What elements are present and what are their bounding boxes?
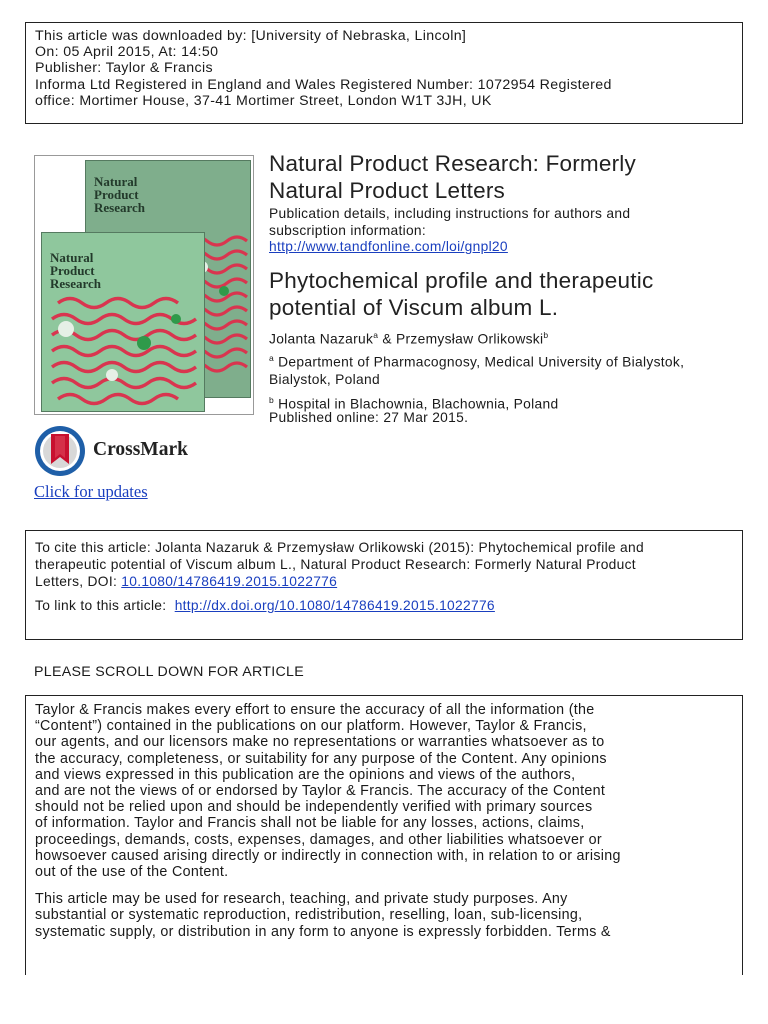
citation-line: To cite this article: Jolanta Nazaruk & Przemysław Orlikowski (2015): Phytochemical profile and [35, 540, 644, 555]
download-line: office: Mortimer House, 37-41 Mortimer Street, London W1T 3JH, UK [35, 92, 492, 109]
publication-details-line: Publication details, including instructions for authors and [269, 206, 631, 221]
download-line: This article was downloaded by: [University of Nebraska, Lincoln] [35, 28, 467, 44]
author-separator: & [378, 331, 397, 347]
disclaimer-line: of information. Taylor and Francis shall not be liable for any losses, actions, claims, [35, 815, 585, 832]
link-prefix: To link to this article: [35, 598, 175, 613]
disclaimer-line: proceedings, demands, costs, expenses, damages, and other liabilities whatsoever or [35, 831, 602, 848]
article-title [269, 267, 653, 321]
crossmark-icon [33, 424, 87, 478]
disclaimer-line: This article may be used for research, teaching, and private study purposes. Any [35, 891, 568, 908]
cover-title-line: Research [94, 200, 146, 215]
disclaimer-line: should not be relied upon and should be independently verified with primary sources [35, 799, 593, 816]
disclaimer-box [25, 695, 743, 975]
disclaimer-line: howsoever caused arising directly or indirectly in connection with, in relation to or arising [35, 847, 621, 864]
affiliation-marker: b [269, 395, 275, 405]
click-for-updates-link[interactable]: Click for updates [34, 482, 148, 501]
citation-doi-prefix: Letters, DOI: [35, 574, 122, 589]
journal-title [269, 150, 636, 204]
publication-details [269, 206, 630, 239]
citation-box [25, 530, 743, 640]
download-line: Informa Ltd Registered in England and Wales Registered Number: 1072954 Registered [35, 76, 612, 93]
affiliation-text: Department of Pharmacognosy, Medical University of Bialystok, [274, 354, 685, 370]
disclaimer-line: “Content”) contained in the publications on our platform. However, Taylor & Francis, [35, 718, 587, 735]
article-title-line: Phytochemical profile and therapeutic [269, 268, 654, 293]
disclaimer-line: and are not the views of or endorsed by Taylor & Francis. The accuracy of the Content [35, 783, 606, 800]
affiliation-marker: a [269, 353, 275, 363]
journal-title-line: Natural Product Research: Formerly [269, 151, 636, 176]
affiliation-text: Hospital in Blachownia, Blachownia, Poland [274, 396, 559, 412]
affiliation-marker: a [373, 330, 379, 340]
cover-front-issue [41, 232, 205, 412]
disclaimer-paragraph-2 [35, 891, 742, 940]
scroll-down-note: PLEASE SCROLL DOWN FOR ARTICLE [34, 664, 304, 680]
download-notice-box [25, 22, 743, 124]
publication-details-line: subscription information: [269, 222, 427, 238]
disclaimer-line: systematic supply, or distribution in any form to anyone is expressly forbidden. Terms & [35, 923, 611, 940]
cover-title-line: Research [50, 276, 102, 291]
disclaimer-line: the accuracy, completeness, or suitability for any purpose of the Content. Any opinions [35, 750, 607, 767]
disclaimer-line: and views expressed in this publication are the opinions and views of the authors, [35, 766, 576, 783]
cover-title-line: Product [50, 263, 95, 278]
download-line: On: 05 April 2015, At: 14:50 [35, 44, 219, 61]
disclaimer-line: substantial or systematic reproduction, redistribution, reselling, loan, sub-licensing, [35, 907, 583, 924]
affiliation-marker: b [543, 330, 549, 340]
crossmark-label: CrossMark [93, 439, 188, 460]
article-title-line: potential of Viscum album L. [269, 295, 559, 320]
affiliation-text: Bialystok, Poland [269, 372, 380, 388]
disclaimer-line: Taylor & Francis makes every effort to ensure the accuracy of all the information (the [35, 702, 595, 718]
crossmark-badge[interactable] [33, 424, 233, 478]
cover-title-line: Natural [94, 174, 138, 189]
cover-title-line: Natural [50, 250, 94, 265]
journal-cover-image [34, 155, 254, 415]
author-name: Przemysław Orlikowski [396, 331, 544, 347]
disclaimer-paragraph-1 [35, 702, 742, 880]
cover-title-line: Product [94, 187, 139, 202]
article-url-link[interactable]: http://dx.doi.org/10.1080/14786419.2015.1022776 [174, 598, 495, 613]
doi-link[interactable]: 10.1080/14786419.2015.1022776 [121, 574, 338, 589]
authors [269, 330, 548, 347]
disclaimer-line: our agents, and our licensors make no representations or warranties whatsoever as to [35, 734, 605, 751]
affiliation-a [269, 350, 684, 389]
disclaimer-line: out of the use of the Content. [35, 864, 229, 881]
author-name: Jolanta Nazaruk [269, 331, 374, 347]
published-date: Published online: 27 Mar 2015. [269, 410, 469, 425]
citation-line: therapeutic potential of Viscum album L., Natural Product Research: Formerly Natural Product [35, 557, 636, 572]
cover-front-artwork [48, 291, 198, 407]
journal-title-line: Natural Product Letters [269, 178, 505, 203]
journal-url-link[interactable]: http://www.tandfonline.com/loi/gnpl20 [269, 239, 508, 254]
download-line: Publisher: Taylor & Francis [35, 60, 213, 77]
